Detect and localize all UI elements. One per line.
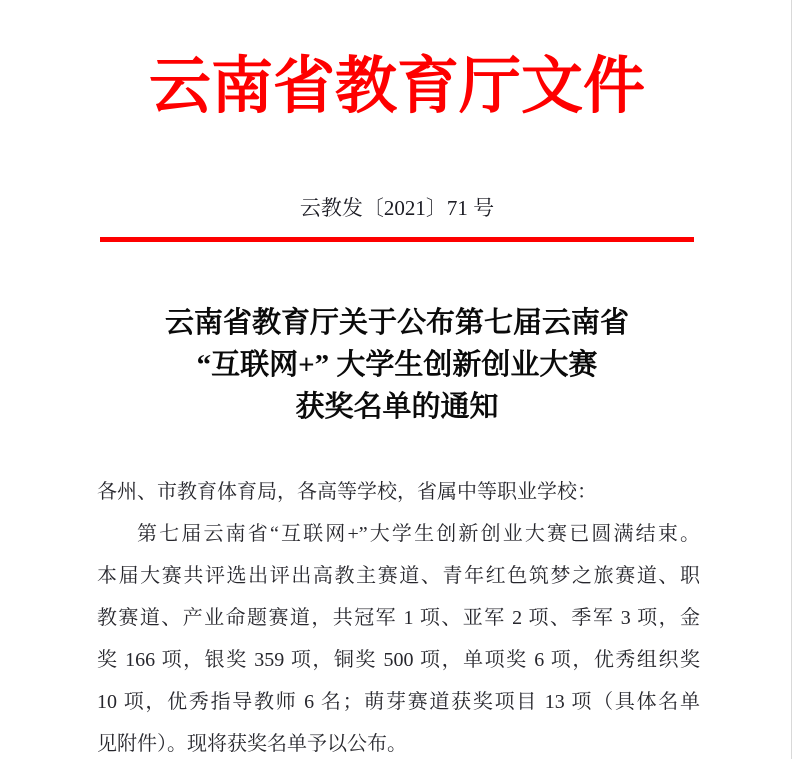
- document-number: 云教发〔2021〕71 号: [299, 196, 495, 220]
- letterhead-title: 云南省教育厅文件: [148, 53, 645, 121]
- document-title-line-3: 获奖名单的通知: [295, 391, 499, 423]
- body-paragraph-line: 奖 166 项，银奖 359 项，铜奖 500 项，单项奖 6 项，优秀组织奖: [97, 649, 700, 671]
- body-paragraph-line: 教赛道、产业命题赛道，共冠军 1 项、亚军 2 项、季军 3 项，金: [97, 607, 700, 629]
- document-title: [0, 302, 794, 428]
- body-paragraph-line: 10 项，优秀指导教师 6 名；萌芽赛道获奖项目 13 项（具体名单: [97, 691, 700, 713]
- document-title-line-1: 云南省教育厅关于公布第七届云南省: [164, 307, 629, 339]
- page-edge-line: [791, 0, 792, 759]
- body-paragraph-line: 本届大赛共评选出评出高教主赛道、青年红色筑梦之旅赛道、职: [97, 565, 700, 587]
- body-paragraph-line: 见附件）。现将获奖名单予以公布。: [97, 733, 407, 755]
- document-body: [97, 471, 700, 759]
- letterhead-divider-line: [100, 237, 694, 242]
- document-title-line-2: “互联网+” 大学生创新创业大赛: [196, 349, 598, 381]
- body-paragraph-line: 第七届云南省“互联网+”大学生创新创业大赛已圆满结束。: [137, 523, 700, 545]
- body-salutation-line: 各州、市教育体育局，各高等学校，省属中等职业学校：: [97, 481, 597, 503]
